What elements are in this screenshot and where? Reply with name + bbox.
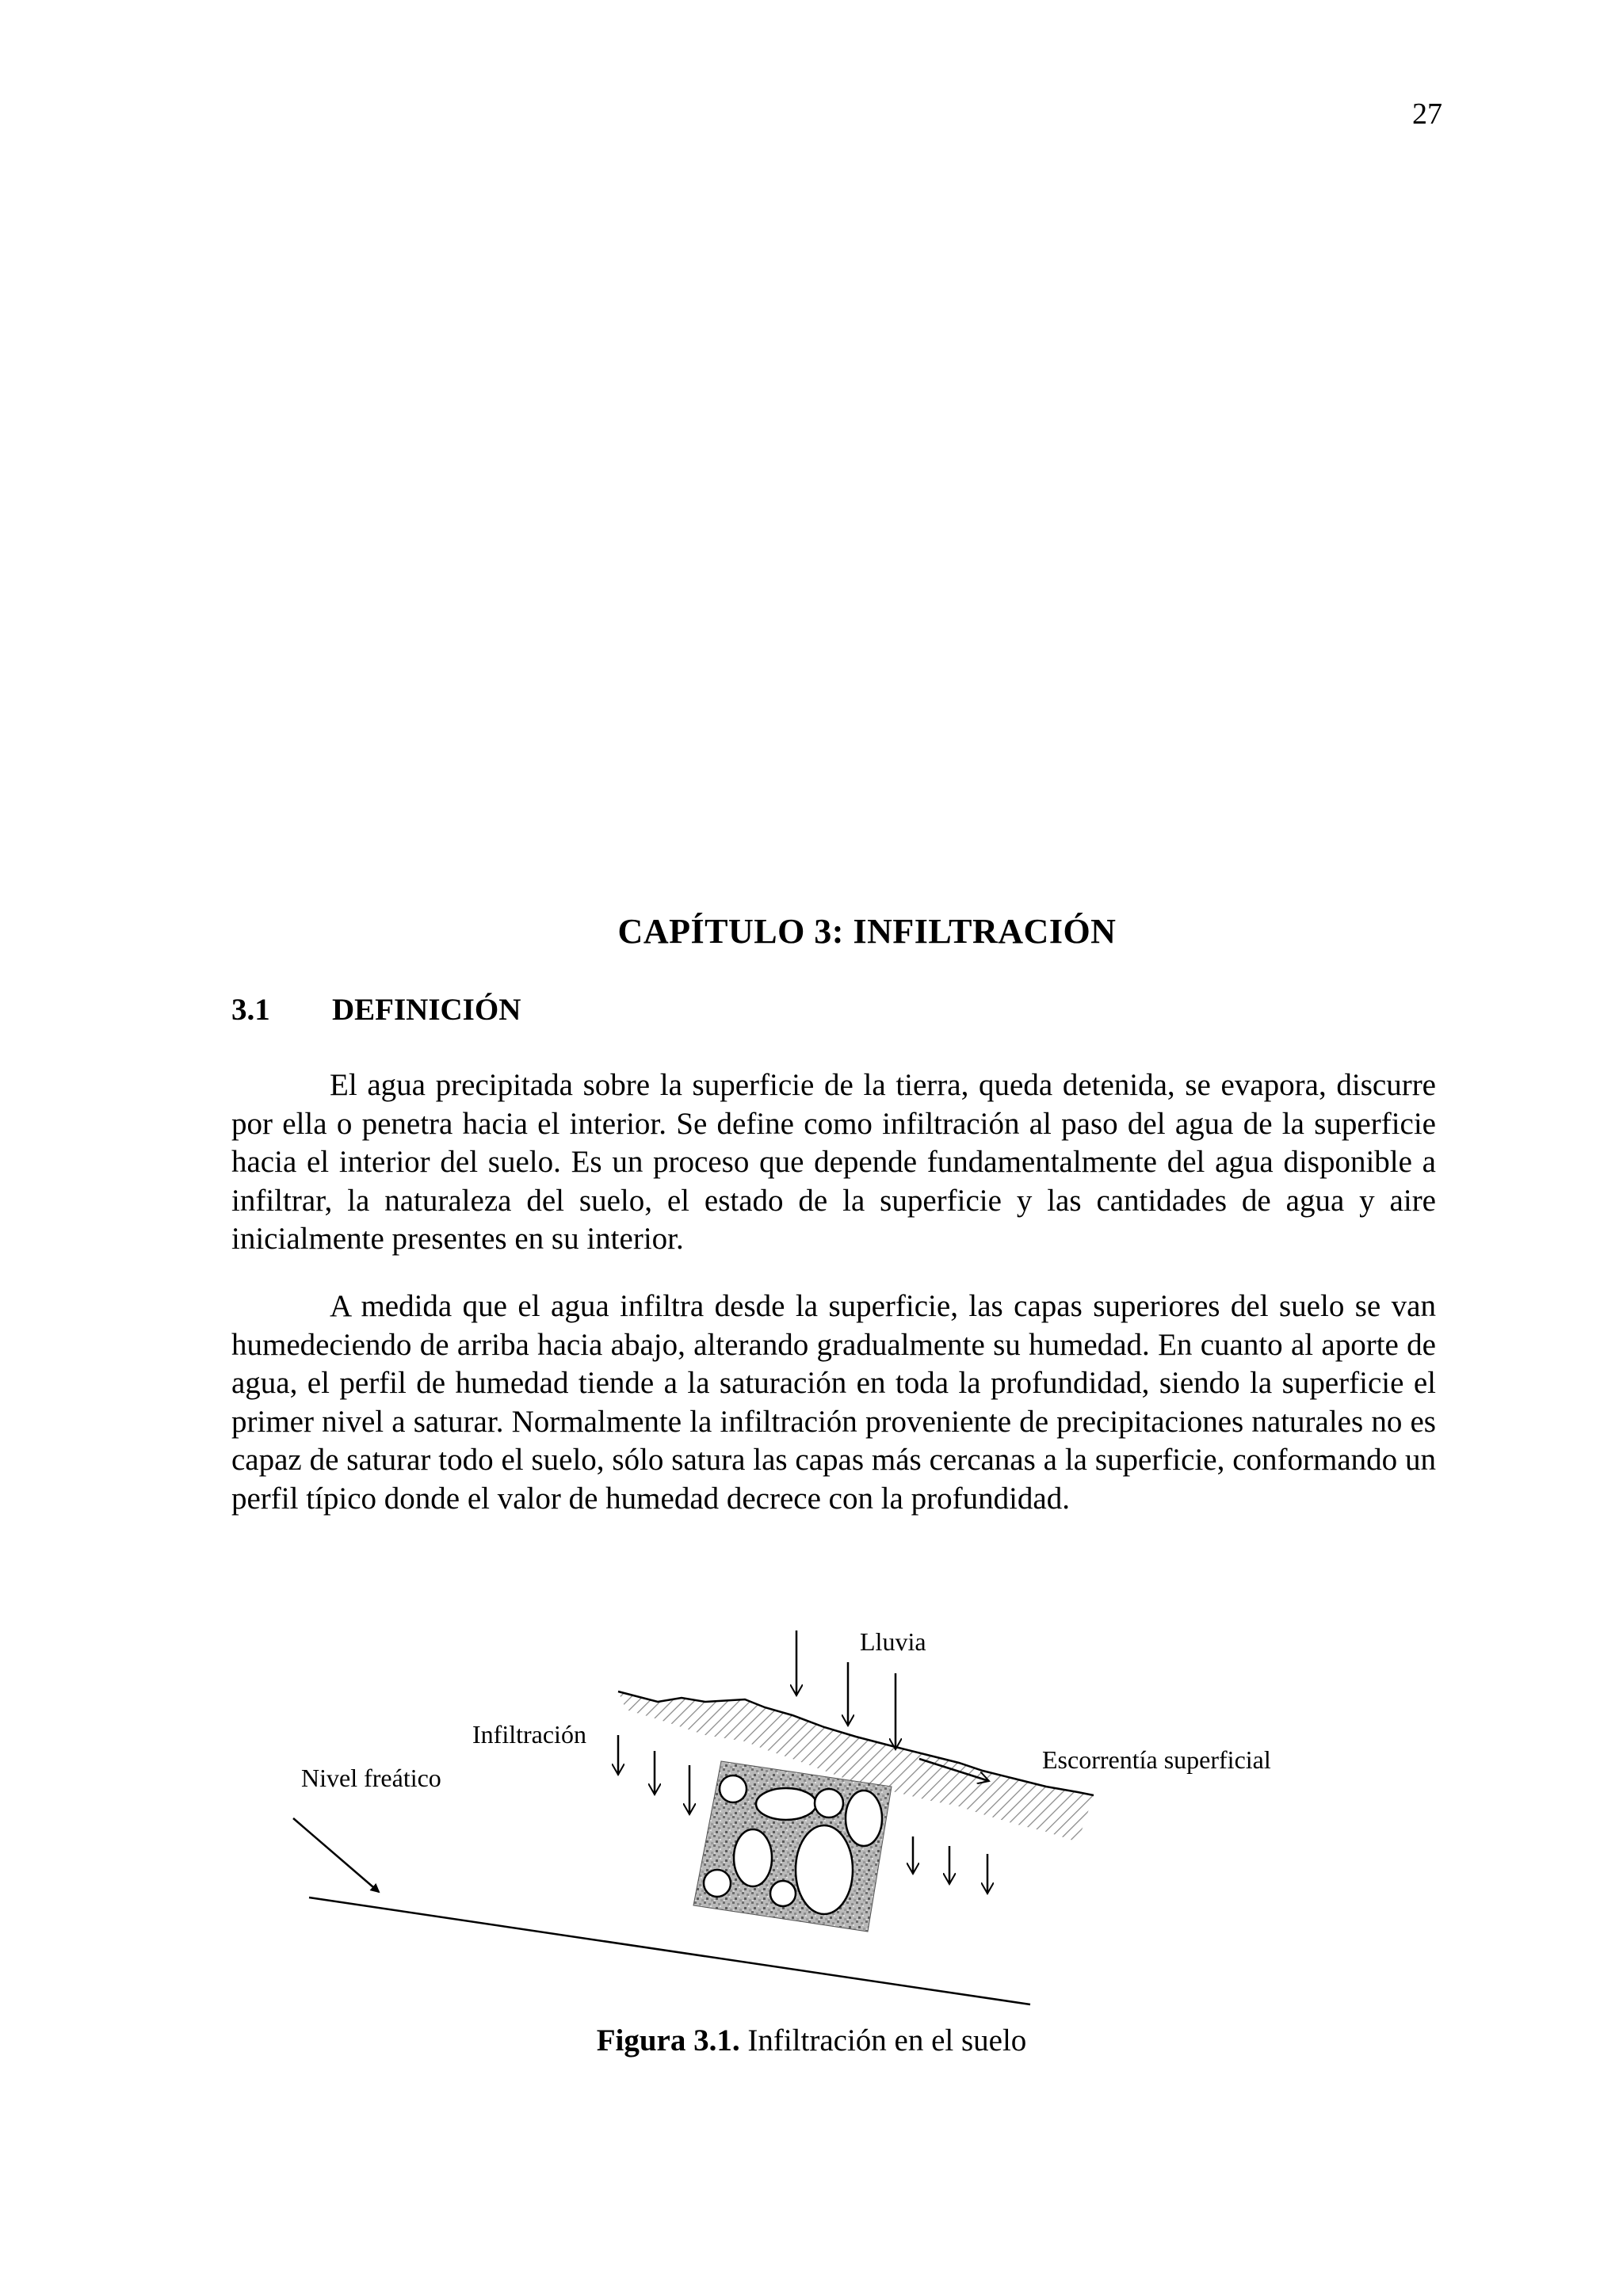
section-heading [231,992,521,1028]
section-number: 3.1 [231,993,270,1027]
rain-label: Lluvia [860,1627,926,1656]
paragraph-1-text: El agua precipitada sobre la superficie de la tierra, queda detenida, se evapora, discurre por ella o penetra hacia el interior. Se define como infiltración al paso del agua de la superficie hacia el interior del suelo. Es un proceso que depende fundamentalmente del agua disponible a infiltrar, la naturaleza del suelo, el estado de la superficie y las cantidades de agua y aire inicialmente presentes en su interior. [231,1068,1436,1256]
paragraph-2-text: A medida que el agua infiltra desde la superficie, las capas superiores del suelo se van humedeciendo de arriba hacia abajo, alterando gradualmente su humedad. En cuanto al aporte de agua, el perfil de humedad tiende a la saturación en toda la profundidad, siendo la superficie el primer nivel a saturar. Normalmente la infiltración proveniente de precipitaciones naturales no es capaz de saturar todo el suelo, sólo satura las capas más cercanas a la superficie, conformando un perfil típico donde el valor de humedad decrece con la profundidad. [231,1289,1436,1516]
water-table-label: Nivel freático [301,1764,441,1792]
water-table-arrow [293,1818,379,1892]
soil-block [693,1761,892,1932]
infiltration-diagram [285,1616,1316,2012]
chapter-title: CAPÍTULO 3: INFILTRACIÓN [617,912,1117,951]
infiltration-figure [285,1616,1316,2012]
caption-number: Figura 3.1. [596,2023,740,2058]
paragraph-2 [231,1287,1436,1518]
infiltration-label: Infiltración [472,1720,586,1749]
page-number: 27 [1412,97,1442,131]
water-table-line [309,1897,1030,2004]
caption-text: Infiltración en el suelo [739,2023,1027,2058]
figure-caption [0,2023,1623,2058]
section-title: DEFINICIÓN [332,993,521,1027]
paragraph-1 [231,1066,1436,1259]
runoff-label: Escorrentía superficial [1042,1745,1271,1774]
